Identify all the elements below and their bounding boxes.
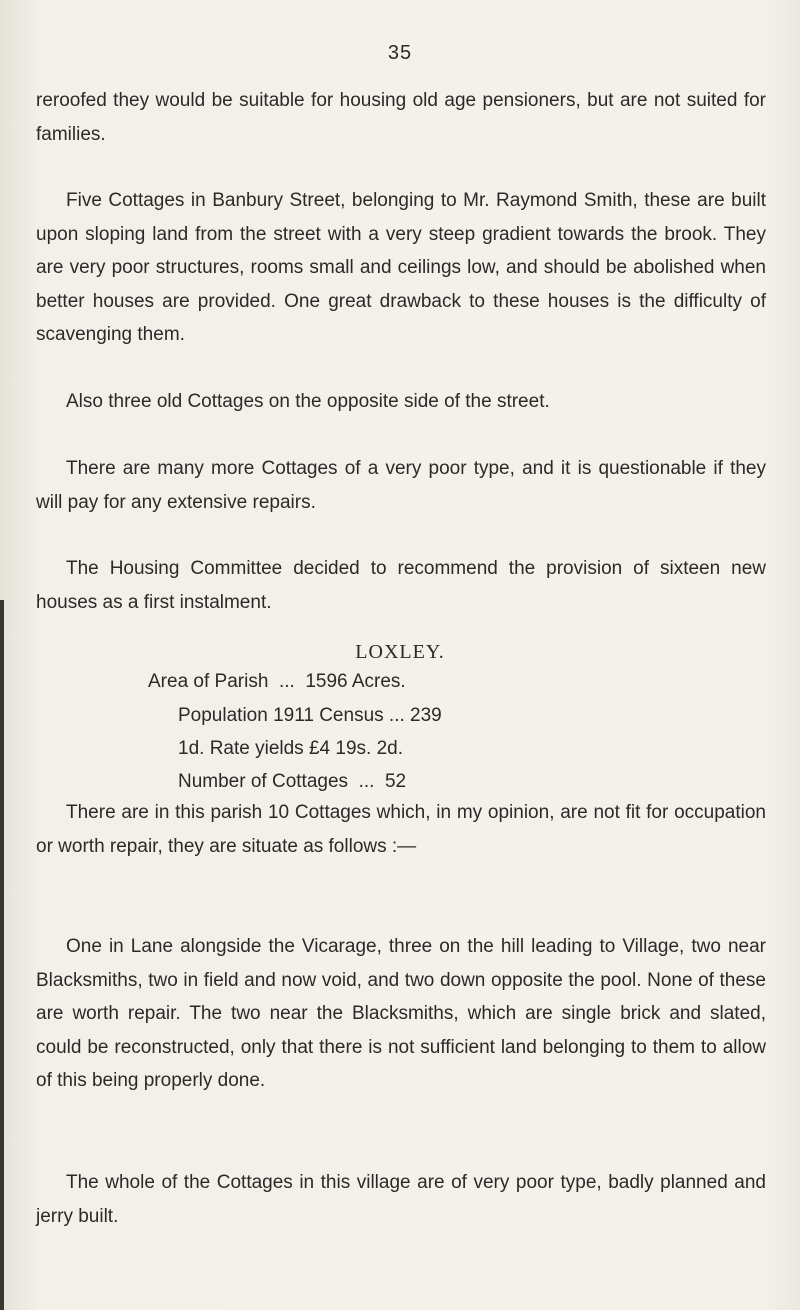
paragraph-housing-committee: The Housing Committee decided to recommend the provision of sixteen new houses as a first instalment. — [36, 558, 766, 613]
page-edge-shadow — [0, 600, 4, 1310]
page-number: 35 — [387, 42, 413, 64]
paragraph-unfit-cottages: There are in this parish 10 Cottages which, in my opinion, are not fit for occupation or worth repair, they are situate as follows :— — [36, 802, 766, 857]
stat-number-of-cottages: Number of Cottages ... 52 — [178, 771, 407, 792]
paragraph-poor-type: There are many more Cottages of a very poor type, and it is questionable if they will pay for any extensive repairs. — [36, 458, 766, 513]
paragraph-banbury-street: Five Cottages in Banbury Street, belonging to Mr. Raymond Smith, these are built upon sloping land from the street with a very steep gradient towards the brook. They are very poor structures, rooms small and ceilings low, and should be abolished when better houses are provided. One great drawback to these houses is the difficulty of scavenging them. — [36, 190, 766, 345]
stat-rate-yields: 1d. Rate yields £4 19s. 2d. — [178, 738, 403, 759]
paragraph-whole-village: The whole of the Cottages in this village are of very poor type, badly planned and jerry built. — [36, 1172, 766, 1227]
paragraph-opposite-side: Also three old Cottages on the opposite side of the street. — [66, 391, 550, 412]
paragraph-cottage-locations: One in Lane alongside the Vicarage, three on the hill leading to Village, two near Blacksmiths, two in field and now void, and two down opposite the pool. None of these are worth repair. The two near the Blacksmiths, which are single brick and slated, could be reconstructed, only that there is not sufficient land belonging to them to allow of this being properly done. — [36, 936, 766, 1091]
stat-area-of-parish: Area of Parish ... 1596 Acres. — [148, 671, 406, 692]
section-heading-loxley: LOXLEY. — [355, 641, 445, 663]
stat-population: Population 1911 Census ... 239 — [178, 705, 442, 726]
paragraph-pensioners: reroofed they would be suitable for housing old age pensioners, but are not suited for families. — [36, 90, 766, 145]
